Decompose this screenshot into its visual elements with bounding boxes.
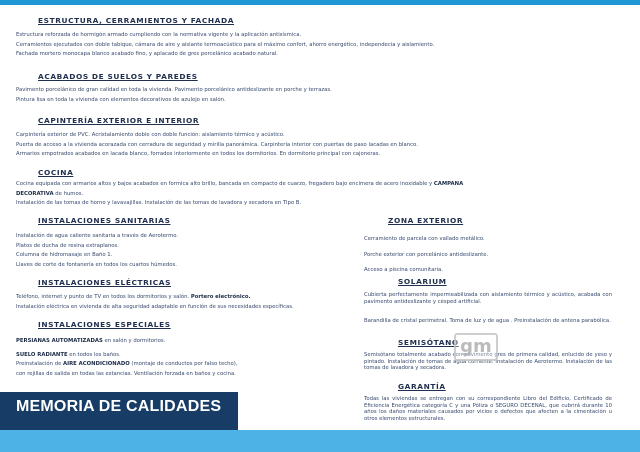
text-line: Puerta de acceso a la vivienda acorazada con cerradura de seguridad y mirilla panorámica. Carpintería interior con puertas de paso lacadas en blanco. <box>16 141 418 148</box>
section-body-sanitarias <box>16 232 178 270</box>
section-body-zona-exterior <box>364 232 488 279</box>
text-line: Llaves de corte de fontanería en todos los cuartos húmedos. <box>16 261 177 268</box>
section-body-solarium-2: Barandilla de cristal perimetral. Toma de luz y de agua . Preinstalación de antena parabólica. <box>364 318 611 324</box>
watermark-logo: gm <box>454 333 498 361</box>
text-line <box>16 337 238 347</box>
section-body-cocina <box>16 180 463 209</box>
text-line: Pavimento porcelánico de gran calidad en toda la vivienda. Pavimento porcelánico antideslizante en porche y terrazas. <box>16 87 332 93</box>
section-title-sanitarias: INSTALACIONES SANITARIAS <box>38 216 171 225</box>
section-title-electricas: INSTALACIONES ELÉCTRICAS <box>38 278 172 287</box>
text-line: Instalación de agua caliente sanitaria a través de Aerotermo. <box>16 233 179 239</box>
text-fragment: (montaje de conductos por falso techo), <box>129 361 238 368</box>
section-title-cocina: COCINA <box>38 168 74 177</box>
text-line: Cerramiento de parcela con vallado metálico. <box>364 236 485 242</box>
highlight-text: DECORATIVA <box>16 190 54 197</box>
text-line: Instalación eléctrica en vivienda de alta seguridad adaptable en función de sus necesidades específicas. <box>16 303 294 310</box>
text-fragment: Teléfono, internet y punto de TV en todos los dormitorios y salón. <box>16 294 191 300</box>
highlight-text: Portero electrónico. <box>190 294 251 300</box>
text-fragment: Cocina equipada con armarios altos y bajos acabados en formica alto brillo, bancada en compacto de cuarzo, fregadero bajo encimera de acero inoxidable y <box>16 181 434 187</box>
section-body-estructura <box>16 31 434 60</box>
highlight-text: SUELO RADIANTE <box>16 351 68 358</box>
highlight-text: PERSIANAS AUTOMATIZADAS <box>16 338 103 344</box>
highlight-text: AIRE ACONDICIONADO <box>63 361 130 368</box>
text-line: con rejillas de salida en todas las estancias. Ventilación forzada en baños y cocina. <box>16 370 236 377</box>
highlight-text: CAMPANA <box>433 181 464 187</box>
text-line <box>16 351 238 361</box>
text-line: Pintura lisa en toda la vivienda con elementos decorativos de azulejo en salón. <box>16 96 226 103</box>
top-accent-bar <box>0 0 640 5</box>
section-title-estructura: ESTRUCTURA, CERRAMIENTOS Y FACHADA <box>38 16 235 25</box>
document-title: MEMORIA DE CALIDADES <box>16 398 222 415</box>
section-title-acabados: ACABADOS DE SUELOS Y PAREDES <box>38 72 198 81</box>
text-fragment: Preinstalación de <box>16 361 64 368</box>
text-line: Porche exterior con porcelánico antideslizante. <box>364 251 489 258</box>
text-line: Instalación de las tomas de horno y lavavajillas. Instalación de las tomas de lavadora y secadora en Tipo B. <box>16 200 302 207</box>
text-line: Carpintería exterior de PVC. Acristalamiento doble con doble función: aislamiento térmico y acústico. <box>16 132 285 138</box>
section-title-zona-exterior: ZONA EXTERIOR <box>388 216 464 225</box>
text-line: Armarios empotrados acabados en lacada blanco, forrados interiormente en todos los dormitorios. En dormitorio principal con cajoneras. <box>16 151 381 158</box>
section-body-garantia: Todas las viviendas se entregan con su correspondiente Libro del Edificio, Certificado de Eficiencia Energética categoría C y una Póliza o SEGURO DECENAL, que cubrirá durante 10 años los daños materiales causados por vicios o defectos que afecten a la cimentación u otros elementos estructurales. <box>364 396 612 422</box>
footer-light-band <box>0 430 640 452</box>
text-fragment: en todos los baños. <box>67 351 121 358</box>
section-body-acabados <box>16 86 332 105</box>
section-body-solarium: Cubierta perfectamente impermeabilizada con aislamiento térmico y acústico, acabada con pavimento antideslizante y césped artificial. <box>364 292 612 305</box>
section-title-semisotano: SEMISÓTANO <box>398 338 459 347</box>
section-body-especiales <box>16 337 238 379</box>
text-line: Platos de ducha de resina extraplanos. <box>16 242 119 249</box>
text-line <box>16 190 463 200</box>
section-title-carpinteria: CAPINTERÍA EXTERIOR E INTERIOR <box>38 116 200 125</box>
text-line: Fachada mortero monocapa blanco acabado fino, y aplacado de gres porcelánico acabado natural. <box>16 51 278 58</box>
text-fragment: de humos. <box>53 190 84 197</box>
text-line <box>16 360 238 370</box>
text-fragment: en salón y dormitorios. <box>102 338 166 344</box>
section-body-semisotano: Semisótano totalmente acabado con pavimento gres de primera calidad, enlucido de yeso y pintado. Instalación de tomas de agua corriente. Instalación de Aerotermo. Instalación de las tomas de lavadora y secadora. <box>364 352 612 372</box>
text-line: Columna de hidromasaje en Baño 1. <box>16 252 113 259</box>
section-body-electricas <box>16 293 294 312</box>
text-line: Estructura reforzada de hormigón armado cumpliendo con la normativa vigente y la aplicación antisísmica. <box>16 32 302 38</box>
section-body-carpinteria <box>16 131 418 160</box>
text-line: Acceso a piscina comunitaria. <box>364 267 443 273</box>
text-line: Cerramientos ejecutados con doble tabique, cámara de aire y aislante termoacústico para el máximo confort, ahorro energético, independecia y aislamiento. <box>16 41 435 48</box>
text-line <box>16 293 294 303</box>
section-title-garantia: GARANTÍA <box>398 382 446 391</box>
section-title-especiales: INSTALACIONES ESPECIALES <box>38 320 171 329</box>
text-line <box>16 180 463 190</box>
section-title-solarium: SOLARIUM <box>398 277 447 286</box>
